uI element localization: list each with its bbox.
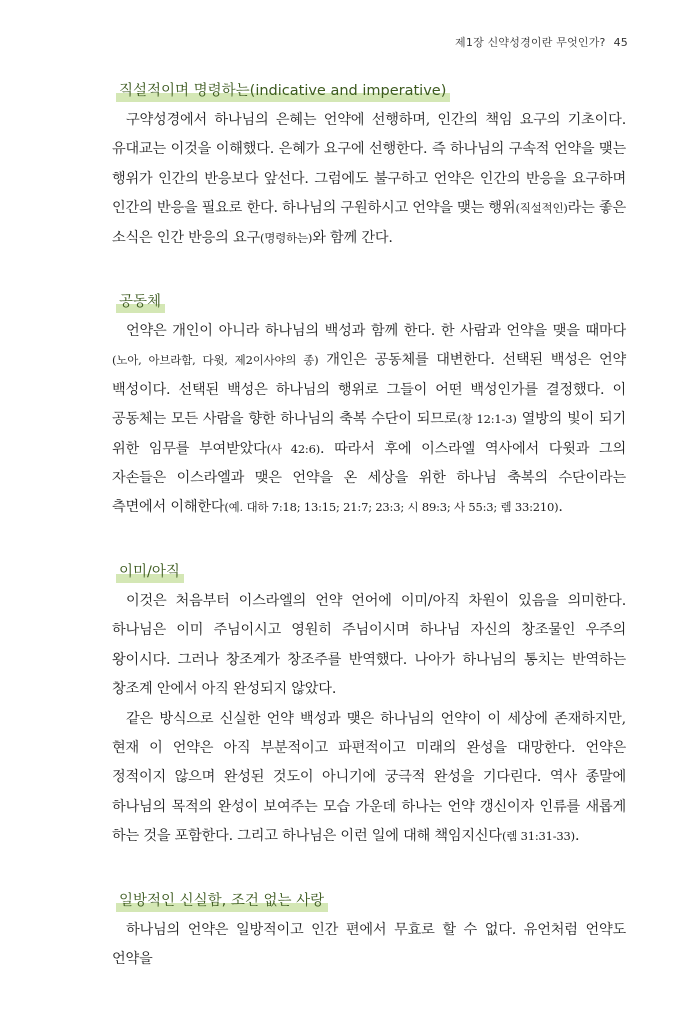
section-heading: 일방적인 신실함, 조건 없는 사랑 [116,890,328,912]
section-heading: 공동체 [116,291,165,313]
paragraph-text: . 따라서 후에 이스라엘 역사에서 다윗과 그의 자손들은 이스라엘과 맺은 언약을 온 세상을 위한 하나님 축복의 수단이라는 측면에서 이해한다 [112,440,627,516]
paragraph-text: 같은 방식으로 신실한 언약 백성과 맺은 하나님의 언약이 이 세상에 존재하지만, 현재 이 언약은 아직 부분적이고 파편적이고 미래의 완성을 대망한다. 언약은 정적이지 않으며 완성된 것도이 아니기에 궁극적 완성을 기다린다. 역사 종말에 하나님의 목적의 완성이 보여주는 모습 가운데 하나는 언약 갱신이자 인류를 새롭게 하는 것을 포함한다. 그리고 하나님은 이런 일에 대해 책임지신다 [112,710,626,845]
paragraph-text: 열방의 빛이 되기 위한 임무를 부여받았다 [112,411,627,457]
section [112,890,626,975]
citation-text: (렘 31:31-33) [501,829,575,844]
citation-text: (직설적인) [515,201,568,216]
section-heading: 직설적이며 명령하는(indicative and imperative) [116,80,450,102]
citation-text: (예. 대하 7:18; 13:15; 21:7; 23:3; 시 89:3; 사 55:3; 렘 33:210) [224,500,559,515]
section-heading: 이미/아직 [116,561,184,583]
paragraph-text: 하나님의 언약은 일방적이고 인간 편에서 무효로 할 수 없다. 유언처럼 언약도 언약을 [112,921,626,967]
citation-text: (노아, 아브라함, 다윗, 제2이사야의 종) [112,353,319,368]
paragraph [112,916,626,975]
paragraph-text: 구약성경에서 하나님의 은혜는 언약에 선행하며, 인간의 책임 요구의 기초이다. 유대교는 이것을 이해했다. 은혜가 요구에 선행한다. 즉 하나님의 구속적 언약을 맺는 행위가 인간의 반응보다 앞선다. 그럼에도 불구하고 언약은 인간의 반응을 요구하며 인간의 반응을 필요로 한다. 하나님의 구원하시고 언약을 맺는 행위 [112,112,626,217]
paragraph [112,587,626,705]
paragraph [112,106,626,253]
paragraph-text: 개인은 공동체를 대변한다. 선택된 백성은 언약 백성이다. 선택된 백성은 하나님의 행위로 그들이 어떤 백성인가를 결정했다. 이 공동체는 모든 사람을 향한 하나님의 축복 수단이 되므로 [112,352,626,428]
paragraph-text: 라는 좋은 소식은 인간 반응의 요구 [112,200,626,246]
paragraph-text: 언약은 개인이 아니라 하나님의 백성과 함께 한다. 한 사람과 언약을 맺을 때마다 [126,323,626,340]
paragraph [112,705,626,852]
paragraph-text: 와 함께 간다. [312,229,393,246]
paragraph-text: . [574,828,580,845]
citation-text: (사 42:6) [266,441,321,456]
page-number: 45 [613,36,628,49]
citation-text: (창 12:1-3) [457,412,517,427]
body-text [112,80,626,1012]
paragraph [112,317,626,523]
section [112,80,626,253]
running-title: 제1장 신약성경이란 무엇인가? [455,36,606,49]
section [112,561,626,852]
section [112,291,626,523]
paragraph-text: . [558,499,563,516]
running-header [455,34,628,50]
paragraph-text: 이것은 처음부터 이스라엘의 언약 언어에 이미/아직 차원이 있음을 의미한다. 하나님은 이미 주님이시고 영원히 주님이시며 하나님 자신의 창조물인 우주의 왕이시다. 그러나 창조계가 창조주를 반역했다. 나아가 하나님의 통치는 반역하는 창조계 안에서 아직 완성되지 않았다. [112,592,626,698]
citation-text: (명령하는) [259,230,313,245]
